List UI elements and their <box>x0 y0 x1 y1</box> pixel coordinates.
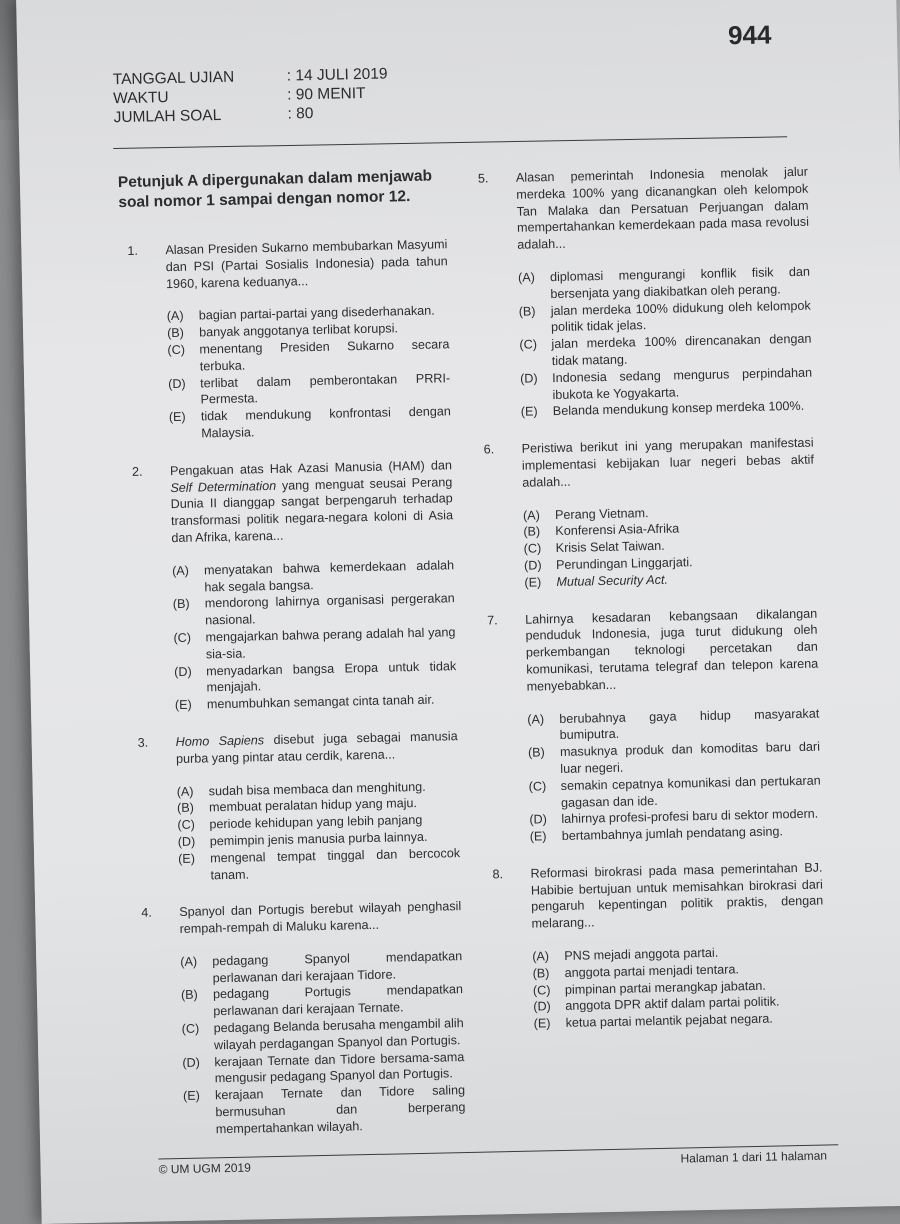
option-text: pedagang Spanyol mendapatkan perlawanan dari kerajaan Tidore. <box>212 948 463 987</box>
question-stem <box>492 859 823 933</box>
option-text: menyadarkan bangsa Eropa untuk tidak menjajah. <box>206 658 457 697</box>
option-text: menumbuhkan semangat cinta tanah air. <box>207 691 457 713</box>
answer-options <box>172 557 457 714</box>
option-text: Belanda mendukung konsep merdeka 100%. <box>553 398 813 420</box>
question-text-part: Pengakuan atas Hak Azasi Manusia (HAM) dan <box>170 458 452 478</box>
option-label: (D) <box>524 557 556 574</box>
option-label: (B) <box>181 987 214 1021</box>
question-text-part: yang menguat seusai Perang Dunia II dianggap sangat berpengaruh terhadap transformasi politik negara-negara koloni di Asia dan Afrika, karena... <box>171 475 454 545</box>
option-label: (E) <box>183 1088 216 1139</box>
question-stem <box>478 164 810 255</box>
option-text: pemimpin jenis manusia purba lainnya. <box>210 828 460 850</box>
answer-options <box>518 264 813 421</box>
option-text: diplomasi mengurangi konflik fisik dan bersenjata yang diakibatkan oleh perang. <box>550 264 811 303</box>
option-label: (D) <box>178 833 210 850</box>
answer-options <box>523 501 817 591</box>
question-item <box>483 435 816 592</box>
option-text: terlibat dalam pemberontakan PRRI-Permesta. <box>200 370 451 409</box>
option-label: (B) <box>173 596 206 630</box>
question-stem <box>141 898 462 938</box>
instruction-heading: Petunjuk A dipergunakan dalam menjawab soal nomor 1 sampai dengan nomor 12. <box>118 166 459 213</box>
question-text <box>170 457 454 547</box>
option-label: (E) <box>175 697 207 714</box>
question-text-italic: Homo Sapiens <box>176 733 265 749</box>
option-label: (D) <box>182 1054 215 1088</box>
question-text <box>176 728 459 767</box>
question-number: 8. <box>492 866 531 934</box>
option-label: (D) <box>520 370 553 404</box>
page-number: 944 <box>728 19 772 51</box>
option-label: (B) <box>523 523 555 540</box>
option-label: (E) <box>521 403 553 420</box>
question-item <box>478 164 813 422</box>
meta-value: : 14 JULI 2019 <box>287 64 388 85</box>
option-text: pedagang Portugis mendapatkan perlawanan dari kerajaan Ternate. <box>213 982 464 1021</box>
option-text: sudah bisa membaca dan menghitung. <box>209 778 459 800</box>
page-counter: Halaman 1 dari 11 halaman <box>680 1148 827 1165</box>
question-text-part: Reformasi birokrasi pada masa pemerintahan BJ. Habibie bertujuan untuk memisahkan birokrasi dari pengaruh kepentingan politik praktis, dengan melarang... <box>530 860 823 930</box>
question-stem <box>483 435 814 492</box>
question-number: 3. <box>138 734 177 768</box>
option-label: (C) <box>177 816 209 833</box>
question-text <box>179 898 462 937</box>
option-text: bagian partai-partai yang disederhanakan. <box>199 303 449 325</box>
question-text-part: Lahirnya kesadaran kebangsaan dikalangan penduduk Indonesia, juga turut didukung oleh perkembangan teknologi percetakan dan komunikasi, terutama telegraf dan telepon karena menyebabkan... <box>525 606 818 693</box>
option-label: (D) <box>174 663 207 697</box>
option-label: (C) <box>167 341 200 375</box>
question-text <box>165 236 448 292</box>
option-label: (C) <box>173 629 206 663</box>
question-text <box>525 605 819 695</box>
question-stem <box>127 236 448 293</box>
option-text: Mutual Security Act. <box>556 568 816 590</box>
option-label: (D) <box>533 998 565 1015</box>
answer-options <box>527 705 822 845</box>
meta-key: JUMLAH SOAL <box>113 105 287 128</box>
answer-options <box>180 948 466 1139</box>
question-text-part: disebut juga sebagai manusia purba yang pintar atau cerdik, karena... <box>176 729 458 766</box>
option-text: pimpinan partai merangkap jabatan. <box>565 976 825 998</box>
option-label: (C) <box>524 540 556 557</box>
option-text: kerajaan Ternate dan Tidore saling bermusuhan dan berperang mempertahankan wilayah. <box>215 1082 466 1138</box>
question-text <box>516 164 810 254</box>
exam-meta <box>113 64 389 127</box>
option-text: mengenal tempat tinggal dan bercocok tanam. <box>210 845 461 884</box>
option-text: kerajaan Ternate dan Tidore bersama-sama mengusir pedagang Spanyol dan Portugis. <box>214 1049 465 1088</box>
option-label: (C) <box>182 1020 215 1054</box>
question-text-part: Alasan Presiden Sukarno membubarkan Masyumi dan PSI (Partai Sosialis Indonesia) pada tahun 1960, karena keduanya... <box>165 237 448 290</box>
question-number: 2. <box>132 463 172 548</box>
left-column <box>127 236 466 1159</box>
option-label: (E) <box>169 409 202 443</box>
question-number: 5. <box>478 170 518 255</box>
option-label: (A) <box>172 562 205 596</box>
meta-value: : 80 <box>287 104 313 124</box>
option-label: (D) <box>168 375 201 409</box>
exam-page <box>16 0 900 1224</box>
option-text: tidak mendukung konfrontasi dengan Malaysia. <box>201 403 452 442</box>
answer-options <box>177 778 461 885</box>
option-label: (C) <box>533 982 565 999</box>
option-text: lahirnya profesi-profesi baru di sektor modern. <box>561 806 821 828</box>
question-text-part: Peristiwa berikut ini yang merupakan manifestasi implementasi kebijakan luar negeri bebas aktif adalah... <box>521 436 814 490</box>
option-label: (A) <box>180 953 213 987</box>
question-text <box>521 435 814 491</box>
right-column <box>478 164 826 1054</box>
option-label: (E) <box>530 828 562 845</box>
question-number: 6. <box>483 441 522 492</box>
option-text: PNS mejadi anggota partai. <box>564 943 824 965</box>
question-stem <box>138 728 459 768</box>
option-text: mengajarkan bahwa perang adalah hal yang sia-sia. <box>205 624 456 663</box>
question-text-italic: Self Determination <box>170 478 276 494</box>
question-stem <box>132 457 454 548</box>
question-item <box>138 728 461 885</box>
question-number: 1. <box>127 242 166 293</box>
question-item <box>132 457 457 715</box>
option-text: semakin cepatnya komunikasi dan pertukaran gagasan dan ide. <box>561 772 822 811</box>
option-text: ketua partai melantik pejabat negara. <box>565 1010 825 1032</box>
answer-option <box>183 1082 466 1138</box>
option-label: (E) <box>178 850 211 884</box>
question-text-part: Spanyol dan Portugis berebut wilayah penghasil rempah-rempah di Maluku karena... <box>179 899 461 936</box>
answer-options <box>167 303 452 443</box>
option-label: (A) <box>532 948 564 965</box>
copyright: © UM UGM 2019 <box>158 1161 250 1177</box>
option-text: jalan merdeka 100% direncanakan dengan tidak matang. <box>551 331 812 370</box>
header-divider <box>113 136 787 149</box>
option-text: Indonesia sedang mengurus perpindahan ibukota ke Yogyakarta. <box>552 364 813 403</box>
answer-option <box>169 403 452 442</box>
option-label: (B) <box>167 325 199 342</box>
option-text: pedagang Belanda berusaha mengambil alih wilayah perdagangan Spanyol dan Portugis. <box>214 1015 465 1054</box>
question-number: 4. <box>141 904 180 938</box>
option-text: banyak anggotanya terlibat korupsi. <box>199 319 449 341</box>
question-number: 7. <box>487 611 527 696</box>
option-text: berubahnya gaya hidup masyarakat bumiputra. <box>559 705 820 744</box>
option-text: jalan merdeka 100% didukung oleh kelompok politik tidak jelas. <box>551 297 812 336</box>
question-stem <box>487 605 819 696</box>
option-text: periode kehidupan yang lebih panjang <box>209 811 459 833</box>
meta-value: : 90 MENIT <box>287 84 366 105</box>
option-text: menentang Presiden Sukarno secara terbuka. <box>199 336 450 375</box>
option-text: menyatakan bahwa kemerdekaan adalah hak segala bangsa. <box>204 557 455 596</box>
option-label: (E) <box>534 1015 566 1032</box>
answer-options <box>532 943 826 1033</box>
option-label: (B) <box>177 800 209 817</box>
question-item <box>487 605 822 846</box>
option-label: (C) <box>529 778 562 812</box>
answer-option <box>178 845 461 884</box>
question-item <box>127 236 451 443</box>
option-text: Perang Vietnam. <box>555 501 815 523</box>
option-text: bertambahnya jumlah pendatang asing. <box>562 823 822 845</box>
option-text: mendorong lahirnya organisasi pergerakan nasional. <box>205 591 456 630</box>
option-label: (C) <box>519 336 552 370</box>
option-label: (B) <box>532 965 564 982</box>
option-label: (A) <box>177 783 209 800</box>
option-label: (A) <box>167 308 199 325</box>
option-label: (A) <box>518 269 551 303</box>
option-text: anggota DPR aktif dalam partai politik. <box>565 993 825 1015</box>
question-text <box>530 859 823 932</box>
question-text-part: Alasan pemerintah Indonesia menolak jalur merdeka 100% yang dicanangkan oleh kelompok Tan Malaka dan Persatuan Perjuangan dalam mempertahankan kemerdekaan pada masa revolusi adalah... <box>516 165 809 252</box>
option-text: Perundingan Linggarjati. <box>556 552 816 574</box>
option-label: (A) <box>527 711 560 745</box>
meta-key: TANGGAL UJIAN <box>113 67 287 90</box>
question-item <box>141 898 466 1139</box>
question-item <box>492 859 825 1033</box>
option-label: (A) <box>523 507 555 524</box>
option-label: (B) <box>528 744 561 778</box>
option-text: membuat peralatan hidup yang maju. <box>209 794 459 816</box>
meta-key: WAKTU <box>113 86 287 109</box>
option-label: (E) <box>524 574 556 591</box>
option-text: anggota partai menjadi tentara. <box>564 959 824 981</box>
option-label: (B) <box>519 303 552 337</box>
option-label: (D) <box>529 811 561 828</box>
option-text: masuknya produk dan komoditas baru dari luar negeri. <box>560 739 821 778</box>
option-text: Konferensi Asia-Afrika <box>555 518 815 540</box>
option-text: Krisis Selat Taiwan. <box>556 535 816 557</box>
